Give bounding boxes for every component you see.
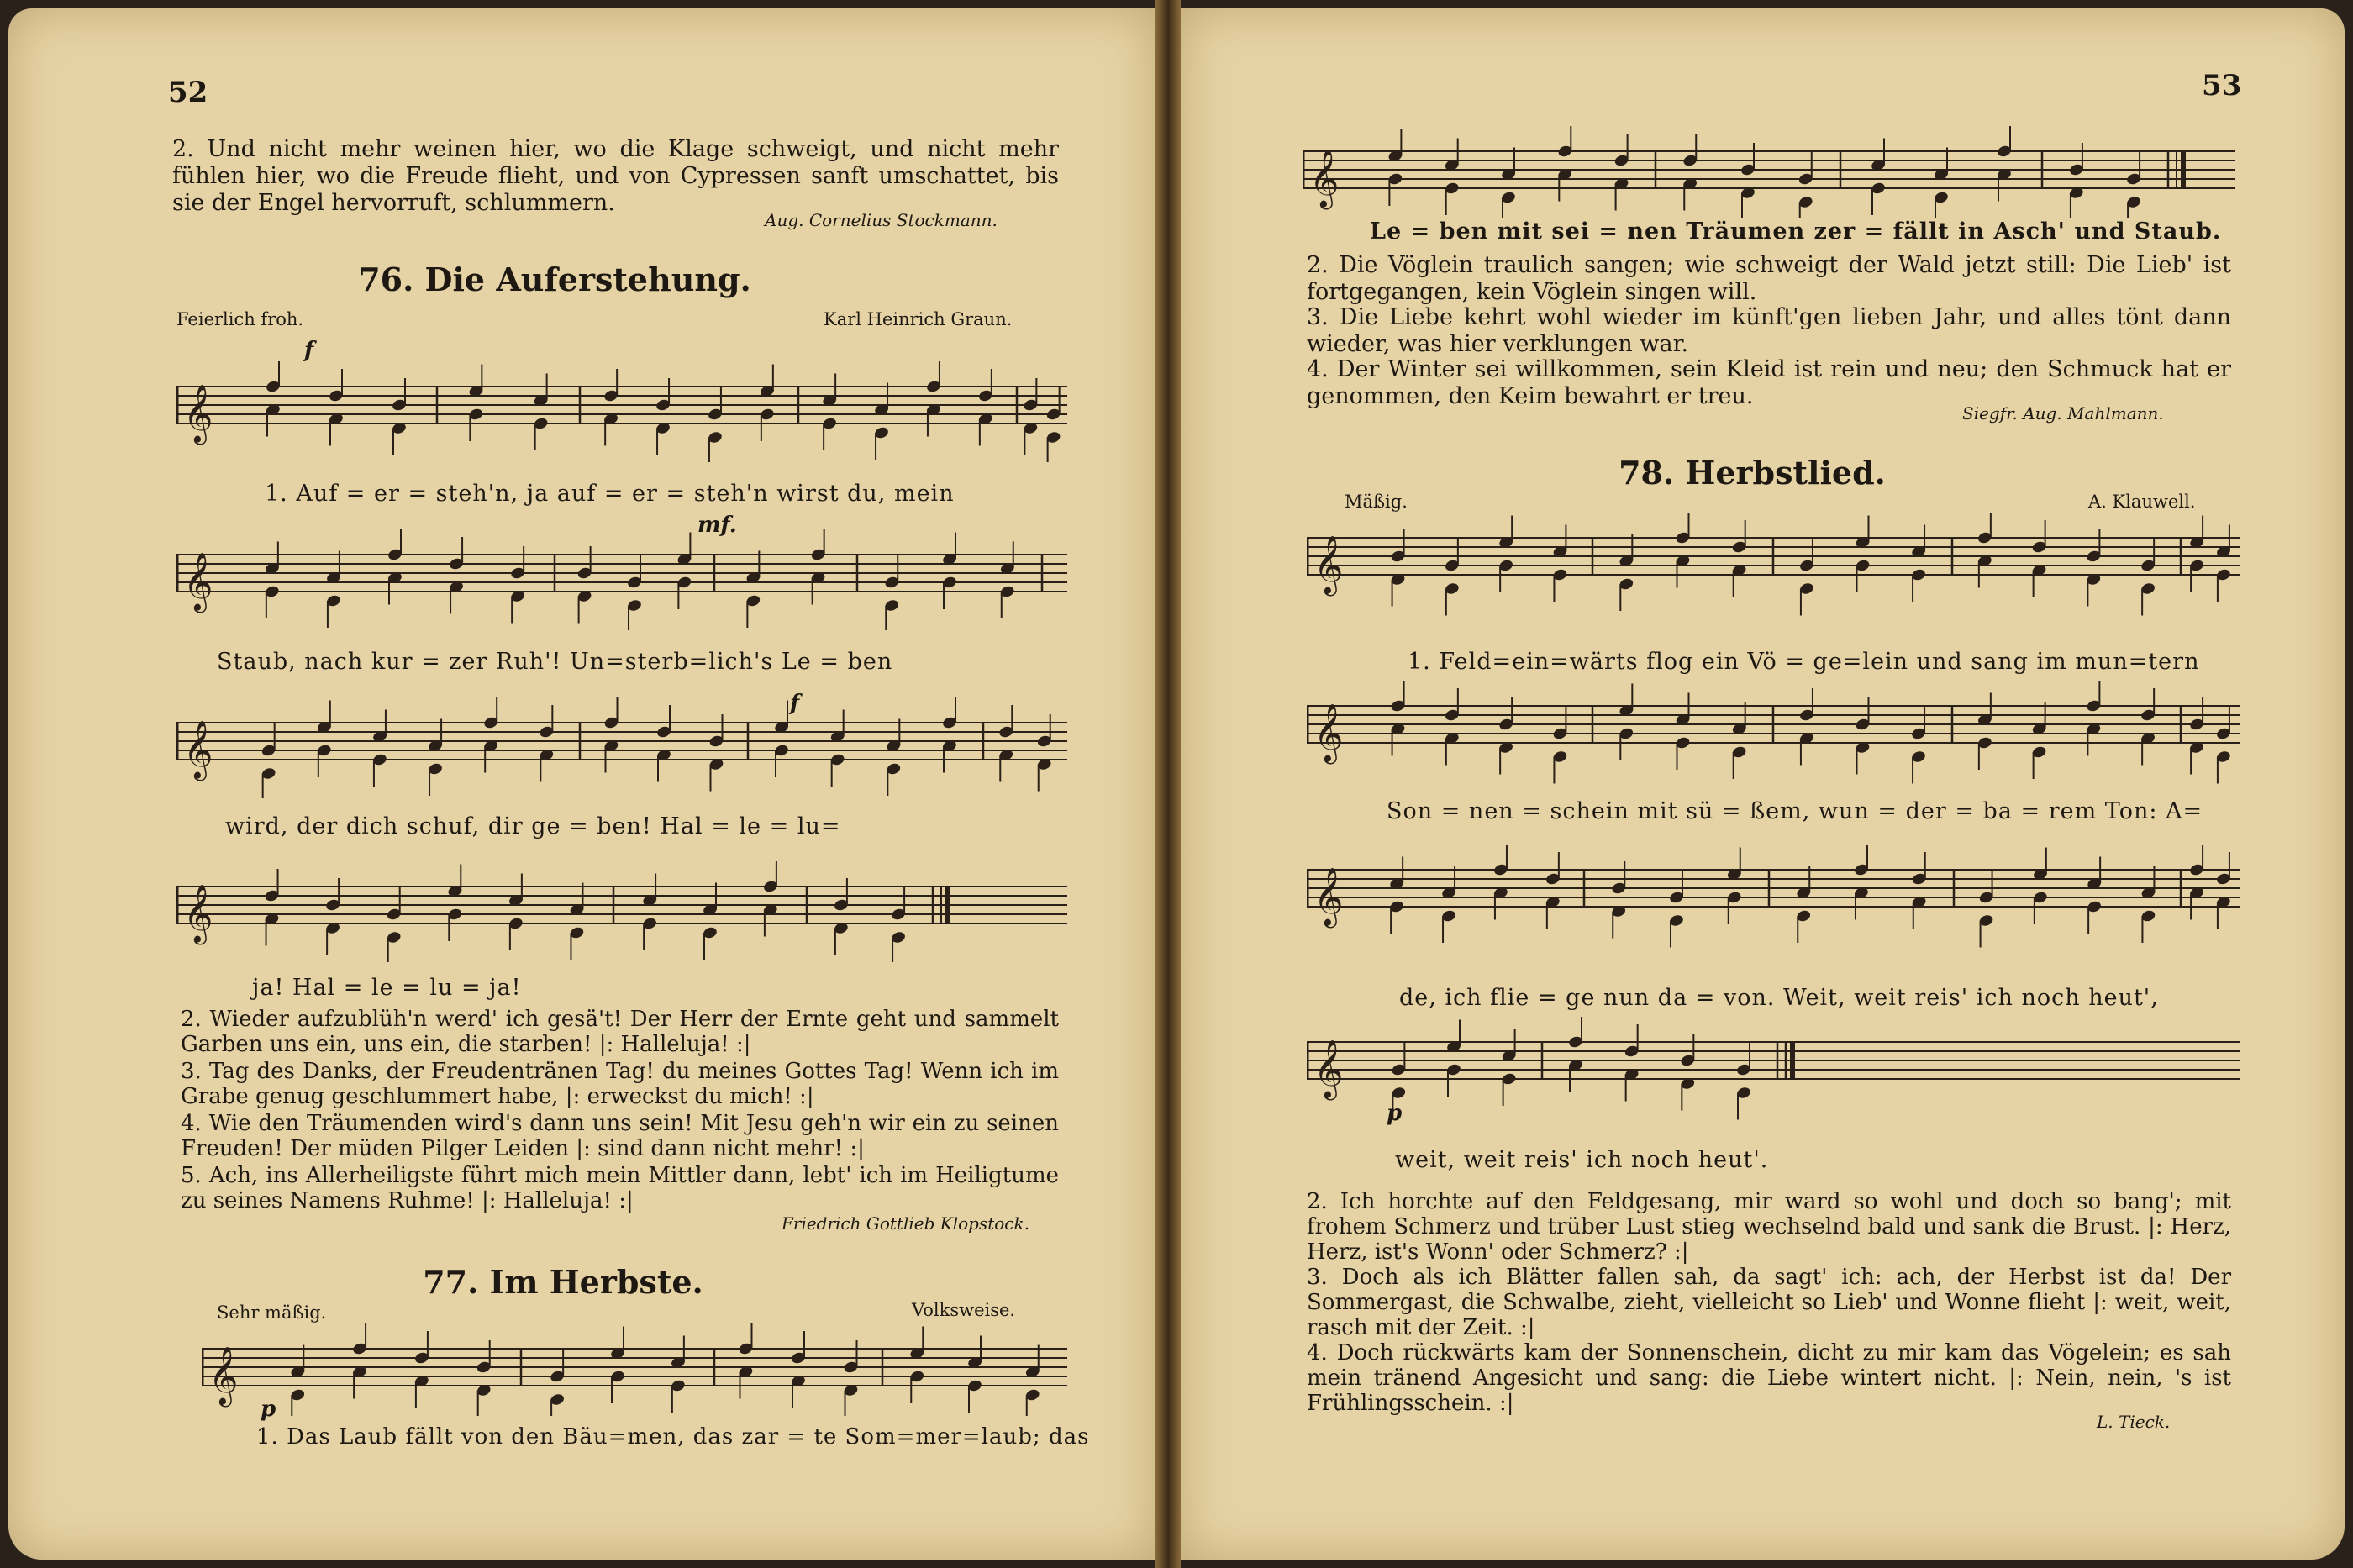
author-credit: L. Tieck. <box>2097 1412 2171 1432</box>
music-staff <box>1307 513 2240 622</box>
treble-clef-icon: 𝄞 <box>1313 703 1344 762</box>
dynamic-marking: f <box>790 691 800 716</box>
lyric-line: ja! Hal = le = lu = ja! <box>252 975 522 1001</box>
music-staff <box>1307 1017 2240 1126</box>
composer-credit: Volksweise. <box>912 1300 1016 1320</box>
verse-text: 3. Die Liebe kehrt wohl wieder im künft'gen lieben Jahr, und alles tönt dann wieder, was hier verklungen war. <box>1307 304 2231 357</box>
lyric-line: 1. Feld=ein=wärts flog ein Vö = ge=lein und sang im mun=tern <box>1408 649 2200 675</box>
lyric-line: de, ich flie = ge nun da = von. Weit, weit reis' ich noch heut', <box>1399 985 2159 1011</box>
verse-text: 5. Ach, ins Allerheiligste führt mich mein Mittler dann, lebt' ich im Heiligtume zu seines Namens Ruhme! |: Halleluja! :| <box>181 1163 1059 1213</box>
dynamic-marking: p <box>261 1397 276 1422</box>
lyric-line: 1. Das Laub fällt von den Bäu=men, das zar = te Som=mer=laub; das <box>256 1424 1090 1450</box>
left-page <box>8 8 1155 1560</box>
author-credit: Aug. Cornelius Stockmann. <box>765 210 998 230</box>
song-title: 76. Die Auferstehung. <box>358 260 751 298</box>
dynamic-marking: mf. <box>697 513 737 538</box>
treble-clef-icon: 𝄞 <box>183 384 213 443</box>
page-number: 53 <box>2202 69 2242 103</box>
composer-credit: A. Klauwell. <box>2088 492 2196 512</box>
author-credit: Siegfr. Aug. Mahlmann. <box>1962 403 2164 424</box>
treble-clef-icon: 𝄞 <box>1313 1039 1344 1098</box>
author-credit: Friedrich Gottlieb Klopstock. <box>782 1213 1029 1234</box>
composer-credit: Karl Heinrich Graun. <box>824 309 1013 329</box>
treble-clef-icon: 𝄞 <box>1313 535 1344 594</box>
verse-text: 2. Und nicht mehr weinen hier, wo die Klage schweigt, und nicht mehr fühlen hier, wo die Freude flieht, und von Cypressen sanft umschattet, bis sie der Engel hervorruft, schlummern. <box>172 136 1059 216</box>
music-staff <box>202 1323 1067 1416</box>
music-staff <box>176 529 1067 630</box>
verse-text: 3. Doch als ich Blätter fallen sah, da sagt' ich: ach, der Herbst ist da! Der Sommergast, die Schwalbe, zieht, vielleicht so Lieb' und Wonne flieht |: weit, weit, rasch mit der Zeit. :| <box>1307 1265 2231 1340</box>
lyric-line: weit, weit reis' ich noch heut'. <box>1395 1147 1769 1173</box>
verse-text: 4. Doch rückwärts kam der Sonnenschein, dicht zu mir kam das Vögelein; es sah mein tränend Angesicht und sang: die Liebe wintert nicht. |: Nein, nein, 's ist Frühlingsschein. :| <box>1307 1340 2231 1416</box>
lyric-line: wird, der dich schuf, dir ge = ben! Hal = le = lu= <box>225 813 841 839</box>
verse-text: 2. Die Vöglein traulich sangen; wie schweigt der Wald jetzt still: Die Lieb' ist fortgegangen, kein Vöglein singen will. <box>1307 252 2231 305</box>
treble-clef-icon: 𝄞 <box>183 720 213 779</box>
dynamic-marking: f <box>304 338 314 363</box>
song-title: 77. Im Herbste. <box>423 1263 703 1301</box>
music-staff <box>1307 681 2240 790</box>
lyric-line: Staub, nach kur = zer Ruh'! Un=sterb=lich's Le = ben <box>217 649 893 675</box>
music-staff <box>176 861 1067 962</box>
song-title: 78. Herbstlied. <box>1619 454 1886 492</box>
verse-text: 4. Wie den Träumenden wird's dann uns sein! Mit Jesu geh'n wir ein zu seinen Freuden! Der müden Pilger Leiden |: sind dann nicht mehr! :| <box>181 1111 1059 1161</box>
treble-clef-icon: 𝄞 <box>1309 149 1340 208</box>
lyric-line: Le = ben mit sei = nen Träumen zer = fällt in Asch' und Staub. <box>1370 218 2222 245</box>
verse-text: 2. Wieder aufzublüh'n werd' ich gesä't! Der Herr der Ernte geht und sammelt Garben uns ein, uns ein, die starben! |: Halleluja! :| <box>181 1007 1059 1057</box>
music-staff <box>176 361 1067 462</box>
dynamic-marking: p <box>1387 1101 1403 1126</box>
music-staff <box>1307 845 2240 954</box>
tempo-marking: Sehr mäßig. <box>217 1302 327 1323</box>
verse-text: 3. Tag des Danks, der Freudentränen Tag! du meines Gottes Tag! Wenn ich im Grabe genug geschlummert habe, |: erweckst du mich! :| <box>181 1059 1059 1109</box>
book-gutter <box>1155 0 1181 1568</box>
music-staff <box>176 697 1067 798</box>
treble-clef-icon: 𝄞 <box>183 884 213 943</box>
tempo-marking: Mäßig. <box>1345 492 1408 512</box>
treble-clef-icon: 𝄞 <box>183 552 213 611</box>
treble-clef-icon: 𝄞 <box>1313 867 1344 926</box>
lyric-line: 1. Auf = er = steh'n, ja auf = er = steh'n wirst du, mein <box>265 481 955 507</box>
page-number: 52 <box>168 76 208 109</box>
right-page <box>1181 8 2345 1560</box>
lyric-line: Son = nen = schein mit sü = ßem, wun = der = ba = rem Ton: A= <box>1387 798 2203 824</box>
tempo-marking: Feierlich froh. <box>176 309 304 329</box>
treble-clef-icon: 𝄞 <box>208 1346 239 1405</box>
verse-text: 4. Der Winter sei willkommen, sein Kleid ist rein und neu; den Schmuck hat er genommen, den Keim bewahrt er treu. <box>1307 356 2231 409</box>
music-staff <box>1303 126 2235 218</box>
verse-text: 2. Ich horchte auf den Feldgesang, mir ward so wohl und doch so bang'; mit frohem Schmerz und trüber Lust stieg wechselnd bald und sank die Brust. |: Herz, Herz, ist's Wonn' oder Schmerz? :| <box>1307 1189 2231 1265</box>
